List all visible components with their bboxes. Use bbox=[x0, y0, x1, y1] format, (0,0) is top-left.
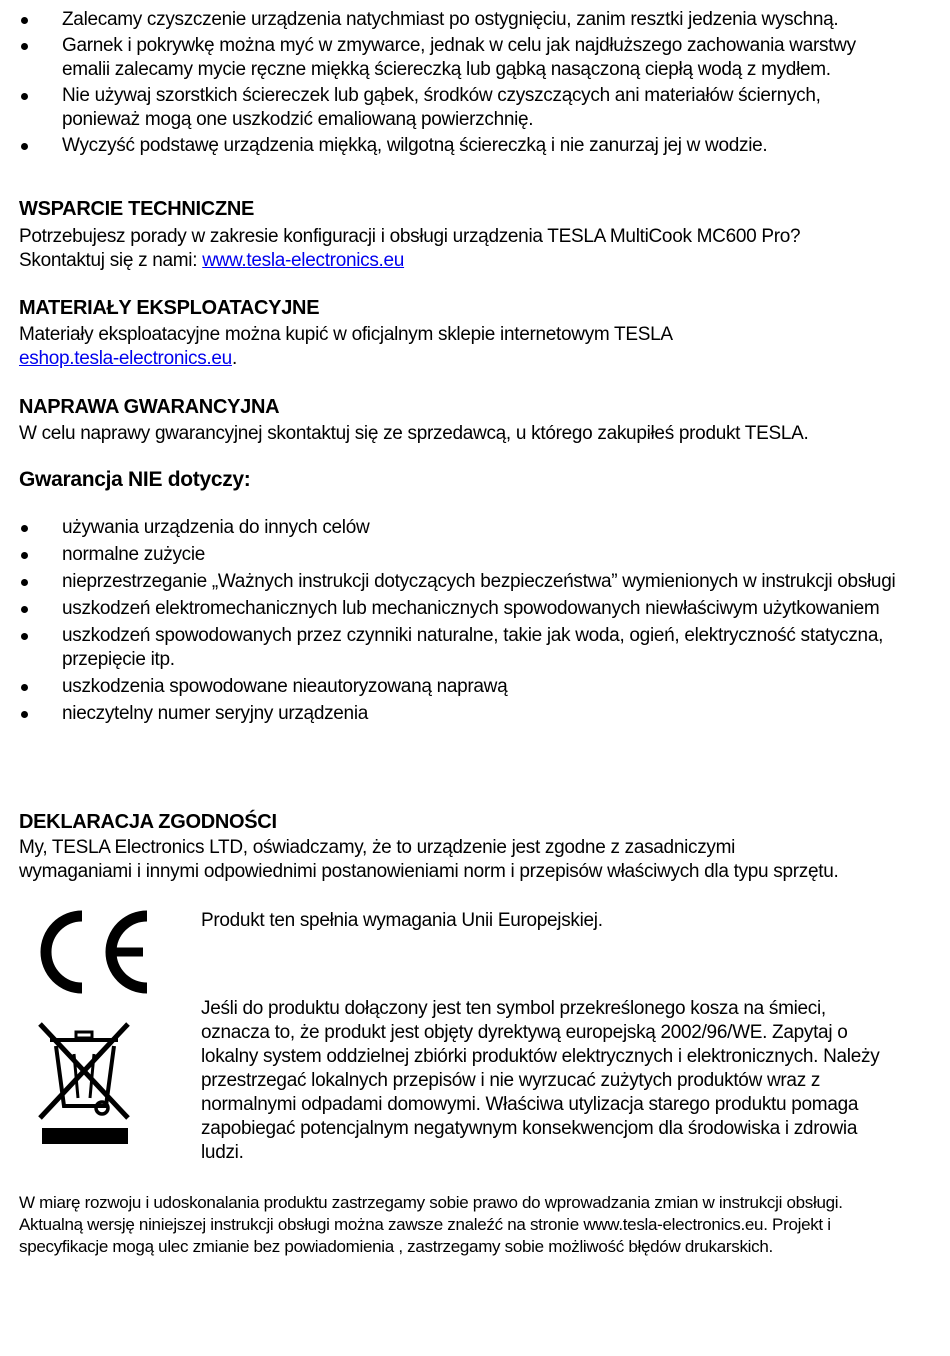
footer-note: W miarę rozwoju i udoskonalania produktu zastrzegamy sobie prawo do wprowadzania zmian w instrukcji obsługi. Aktualną wersję niniejszej instrukcji obsługi można zawsze znaleźć na stronie www.tesla-electronics.eu. Projekt i specyfikacje mogą ulec zmianie bez powiadomienia , zastrzegamy sobie możliwość błędów drukarskich. bbox=[19, 1193, 843, 1256]
list-item: Wyczyść podstawę urządzenia miękką, wilgotną ściereczką i nie zanurzaj jej w wodzie. bbox=[19, 134, 899, 158]
supplies-text bbox=[19, 323, 919, 371]
list-item: używania urządzenia do innych celów bbox=[19, 516, 899, 540]
eshop-link[interactable]: eshop.tesla-electronics.eu bbox=[19, 348, 232, 369]
support-link[interactable]: www.tesla-electronics.eu bbox=[202, 250, 405, 271]
list-item: Garnek i pokrywkę można myć w zmywarce, jednak w celu jak najdłuższego zachowania warstwy emalii zalecamy mycie ręczne miękką ściereczką lub gąbką nasączoną ciepłą wodą z mydłem. bbox=[19, 34, 899, 82]
support-line: Potrzebujesz porady w zakresie konfiguracji i obsługi urządzenia TESLA MultiCook MC600 Pro? bbox=[19, 226, 801, 247]
list-item: Nie używaj szorstkich ściereczek lub gąbek, środków czyszczących ani materiałów ściernych, ponieważ mogą one uszkodzić emaliowaną powierzchnię. bbox=[19, 84, 899, 132]
warranty-repair-text: W celu naprawy gwarancyjnej skontaktuj się ze sprzedawcą, u którego zakupiłeś produkt TESLA. bbox=[19, 423, 809, 444]
contact-prefix: Skontaktuj się z nami: bbox=[19, 250, 203, 271]
cleaning-list bbox=[19, 8, 899, 158]
supplies-heading: MATERIAŁY EKSPLOATACYJNE bbox=[19, 297, 320, 319]
exclusions-list bbox=[19, 516, 899, 726]
weee-text: Jeśli do produktu dołączony jest ten symbol przekreślonego kosza na śmieci, oznacza to, że produkt jest objęty dyrektywą europejską 2002/96/WE. Zapytaj o lokalny system oddzielnej zbiórki produktów elektrycznych i elektronicznych. Należy przestrzegać lokalnych przepisów i nie wyrzucać zużytych produktów wraz z normalnymi odpadami domowymi. Właściwa utylizacja starego produktu pomaga zapobiegać potencjalnym negatywnym konsekwencjom dla środowiska i zdrowia ludzi. bbox=[201, 998, 880, 1163]
supplies-link-line bbox=[19, 347, 919, 371]
list-item: uszkodzenia spowodowane nieautoryzowaną naprawą bbox=[19, 675, 899, 699]
support-contact bbox=[19, 249, 919, 273]
support-text bbox=[19, 225, 919, 273]
warranty-exclusions-heading: Gwarancja NIE dotyczy: bbox=[19, 468, 251, 491]
crossed-bin-icon bbox=[36, 1020, 132, 1146]
ce-mark-icon bbox=[30, 906, 155, 998]
list-item: normalne zużycie bbox=[19, 543, 899, 567]
list-item: nieprzestrzeganie „Ważnych instrukcji dotyczących bezpieczeństwa” wymienionych w instrukcji obsługi bbox=[19, 570, 899, 594]
support-heading: WSPARCIE TECHNICZNE bbox=[19, 198, 255, 220]
list-item: uszkodzeń spowodowanych przez czynniki naturalne, takie jak woda, ogień, elektryczność statyczna, przepięcie itp. bbox=[19, 624, 899, 672]
warranty-repair-heading: NAPRAWA GWARANCYJNA bbox=[19, 396, 280, 418]
list-item: Zalecamy czyszczenie urządzenia natychmiast po ostygnięciu, zanim resztki jedzenia wyschną. bbox=[19, 8, 899, 32]
ce-text: Produkt ten spełnia wymagania Unii Europejskiej. bbox=[201, 910, 603, 931]
list-item: nieczytelny numer seryjny urządzenia bbox=[19, 702, 899, 726]
declaration-text: My, TESLA Electronics LTD, oświadczamy, że to urządzenie jest zgodne z zasadniczymi wymaganiami i innymi odpowiednimi postanowieniami norm i przepisów właściwych dla typu sprzętu. bbox=[19, 837, 839, 882]
declaration-heading: DEKLARACJA ZGODNOŚCI bbox=[19, 811, 277, 833]
list-item: uszkodzeń elektromechanicznych lub mechanicznych spowodowanych niewłaściwym użytkowaniem bbox=[19, 597, 899, 621]
supplies-line: Materiały eksploatacyjne można kupić w oficjalnym sklepie internetowym TESLA bbox=[19, 324, 673, 345]
supplies-suffix: . bbox=[231, 348, 237, 369]
